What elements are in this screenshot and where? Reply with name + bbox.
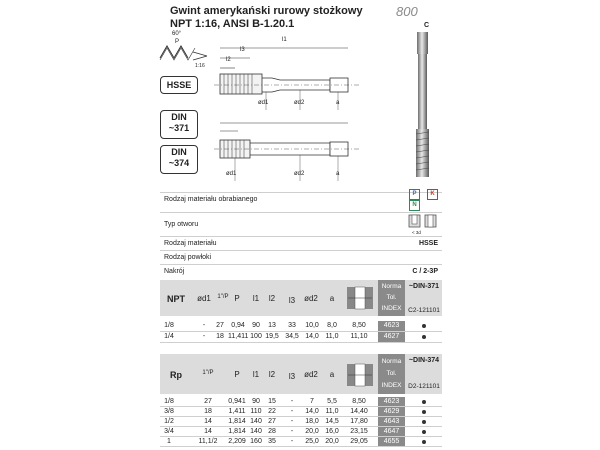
table-cell-index: 4655 (378, 437, 405, 446)
thread-profile-icon (155, 30, 215, 75)
table-cell-l3: - (290, 418, 294, 425)
table-cell-tpi: 14 (204, 428, 212, 435)
material-badge-n: N (409, 200, 420, 211)
taper-label: 1:16 (195, 63, 205, 69)
t1-tol-label: Tol. (386, 294, 397, 301)
table-cell-tpi: 11,1/2 (198, 438, 218, 445)
tap-drawing-371 (210, 28, 370, 113)
table-cell-tpi: 18 (216, 333, 224, 340)
attr-label: Rodzaj materiału (164, 240, 217, 247)
table-cell-d2: 10,0 (305, 322, 319, 329)
table-cell-drill: 8,50 (352, 322, 366, 329)
availability-dot (422, 440, 426, 444)
table-cell-a: 20,0 (325, 438, 339, 445)
t1-norma-label: Norma (381, 283, 402, 290)
table-cell-index: 4623 (378, 397, 405, 406)
t1-index-label: INDEX (381, 305, 402, 312)
t1-h-d1: ød1 (197, 294, 211, 303)
tap-product-image (408, 30, 438, 180)
t2-index-value: D2-121101 (408, 383, 440, 390)
table-row-divider (160, 446, 442, 447)
t2-index-label: INDEX (381, 382, 402, 389)
t1-h-npt: NPT (167, 294, 185, 304)
table-cell-npt: 1/8 (164, 322, 174, 329)
table-cell-rp: 1 (167, 438, 171, 445)
din-374-line2: ~374 (168, 158, 190, 168)
table-cell-p: 1,814 (228, 418, 246, 425)
table-cell-l3: - (290, 428, 294, 435)
t2-label-col (378, 354, 405, 394)
dim-a: a (336, 100, 340, 106)
table-cell-d2: 25,0 (305, 438, 319, 445)
table-cell-p: 1,411 (228, 408, 246, 415)
attr-label: Nakrój (164, 268, 185, 275)
attr-label: Rodzaj materiału obrabianego (164, 196, 258, 203)
table-cell-d1: - (202, 333, 206, 340)
table-cell-l2: 28 (268, 428, 276, 435)
availability-dot (422, 420, 426, 424)
table-cell-l1: 100 (250, 333, 262, 340)
table-cell-d2: 14,0 (305, 408, 319, 415)
table-cell-tpi: 18 (204, 408, 212, 415)
table-cell-l2: 35 (268, 438, 276, 445)
table-cell-a: 11,0 (325, 408, 339, 415)
table-cell-l1: 90 (252, 322, 260, 329)
table-cell-tpi: 27 (204, 398, 212, 405)
t2-h-a: a (329, 370, 335, 379)
table-cell-rp: 1/8 (164, 398, 174, 405)
din-371-box (160, 110, 198, 139)
availability-dot (422, 335, 426, 339)
table-cell-l1: 140 (250, 428, 262, 435)
table-cell-p: 0,941 (228, 398, 246, 405)
table-cell-drill: 29,05 (350, 438, 368, 445)
table-cell-l3: - (290, 398, 294, 405)
t2-h-l1: l1 (252, 370, 260, 379)
table-cell-rp: 3/8 (164, 408, 174, 415)
dim-l2: l2 (226, 57, 231, 63)
attr-value: C / 2-3P (412, 268, 438, 275)
din-374-line1: DIN (171, 147, 187, 157)
table-cell-a: 16,0 (325, 428, 339, 435)
availability-dot (422, 400, 426, 404)
table-cell-drill: 17,80 (350, 418, 368, 425)
table-cell-drill: 23,15 (350, 428, 368, 435)
material-badge-p: P (409, 189, 420, 200)
variant-code: C (424, 22, 430, 29)
table-cell-a: 11,0 (325, 333, 339, 340)
t1-h-l3: l3 (288, 296, 296, 305)
material-badge-k: K (427, 189, 438, 200)
attr-row-hole-type (160, 212, 442, 237)
table-cell-l1: 110 (250, 408, 262, 415)
table-cell-p: 0,94 (231, 322, 245, 329)
catalog-code: 800 (396, 4, 418, 19)
table-cell-d2: 20,0 (305, 428, 319, 435)
table-cell-tpi: 27 (216, 322, 224, 329)
table-cell-l1: 160 (250, 438, 262, 445)
table-cell-d2: 14,0 (305, 333, 319, 340)
table-cell-index: 4629 (378, 407, 405, 416)
table-cell-p: 2,209 (228, 438, 246, 445)
t2-tol-label: Tol. (386, 370, 397, 377)
title-line-1: Gwint amerykański rurowy stożkowy (170, 5, 363, 17)
t2-h-l3: l3 (288, 372, 296, 381)
table-cell-l3: - (290, 438, 294, 445)
table-cell-l3: 34,5 (285, 333, 299, 340)
din-371-line1: DIN (171, 112, 187, 122)
table-cell-p: 11,411 (228, 333, 249, 340)
t2-h-p: P (234, 370, 240, 379)
table-cell-l3: - (290, 408, 294, 415)
t1-h-a: a (329, 294, 335, 303)
attr-label: Rodzaj powłoki (164, 254, 212, 261)
angle-label: 60° (172, 31, 182, 37)
table-cell-l2: 15 (268, 398, 276, 405)
t2-h-l2: l2 (268, 370, 276, 379)
table-cell-npt: 1/4 (164, 333, 174, 340)
table-cell-l2: 27 (268, 418, 276, 425)
t1-label-col (378, 280, 405, 316)
table-cell-rp: 3/4 (164, 428, 174, 435)
t2-h-tpi: 1"/P (202, 370, 214, 376)
table-cell-a: 5,5 (327, 398, 337, 405)
table-cell-tpi: 14 (204, 418, 212, 425)
table-cell-d2: 18,0 (305, 418, 319, 425)
t1-h-tpi: 1"/P (217, 294, 229, 300)
t1-h-p: P (234, 294, 240, 303)
table-cell-drill: 11,10 (350, 333, 368, 340)
t1-h-l1: l1 (252, 294, 260, 303)
dim-l3: l3 (240, 47, 245, 53)
table-cell-drill: 8,50 (352, 398, 366, 405)
t1-index-value: C2-121101 (408, 307, 440, 314)
attr-label: Typ otworu (164, 221, 199, 228)
dim2-d2: ød2 (294, 171, 305, 177)
attr-row-tool-material (160, 236, 442, 251)
table-cell-l1: 90 (252, 398, 260, 405)
table-cell-index: 4643 (378, 417, 405, 426)
dim-l1: l1 (282, 37, 287, 43)
din-374-box (160, 145, 198, 174)
hole-type-value: < 3d (412, 230, 421, 235)
table-cell-index: 4627 (378, 332, 405, 342)
dim-d1: ød1 (258, 100, 269, 106)
table-cell-drill: 14,40 (350, 408, 368, 415)
availability-dot (422, 324, 426, 328)
t1-drill-icon (346, 283, 374, 313)
t1-norma-value: ~DIN-371 (408, 283, 440, 290)
t2-h-rp: Rp (170, 370, 182, 380)
title-line-2: NPT 1:16, ANSI B-1.20.1 (170, 18, 295, 30)
din-371-line2: ~371 (168, 123, 190, 133)
attr-row-coating (160, 250, 442, 265)
t1-h-d2: ød2 (304, 294, 318, 303)
t2-h-d2: ød2 (304, 370, 318, 379)
t1-h-l2: l2 (268, 294, 276, 303)
table-cell-index: 4623 (378, 321, 405, 331)
table-cell-l2: 13 (268, 322, 276, 329)
material-box: HSSE (160, 76, 198, 94)
table-row-divider (160, 342, 442, 343)
t2-drill-icon (346, 360, 374, 390)
attr-value: HSSE (418, 240, 438, 247)
table-cell-index: 4647 (378, 427, 405, 436)
table-cell-d2: 7 (310, 398, 314, 405)
availability-dot (422, 410, 426, 414)
table-cell-a: 14,5 (325, 418, 339, 425)
t2-norma-label: Norma (381, 358, 402, 365)
attr-row-material (160, 192, 442, 213)
table-cell-a: 8,0 (327, 322, 337, 329)
table-cell-l2: 19,5 (265, 333, 279, 340)
dim-d2: ød2 (294, 100, 305, 106)
pitch-label: P (175, 39, 180, 45)
dim2-d1: ød1 (226, 171, 237, 177)
table-cell-p: 1,814 (228, 428, 246, 435)
table-cell-l1: 140 (250, 418, 262, 425)
table-cell-l3: 33 (288, 322, 296, 329)
t2-norma-value: ~DIN-374 (408, 357, 440, 364)
availability-dot (422, 430, 426, 434)
dim2-a: a (336, 171, 340, 177)
table-cell-rp: 1/2 (164, 418, 174, 425)
table-cell-l2: 22 (268, 408, 276, 415)
attr-row-chamfer (160, 264, 442, 279)
table-cell-d1: - (202, 322, 206, 329)
hole-type-icon (408, 214, 438, 230)
